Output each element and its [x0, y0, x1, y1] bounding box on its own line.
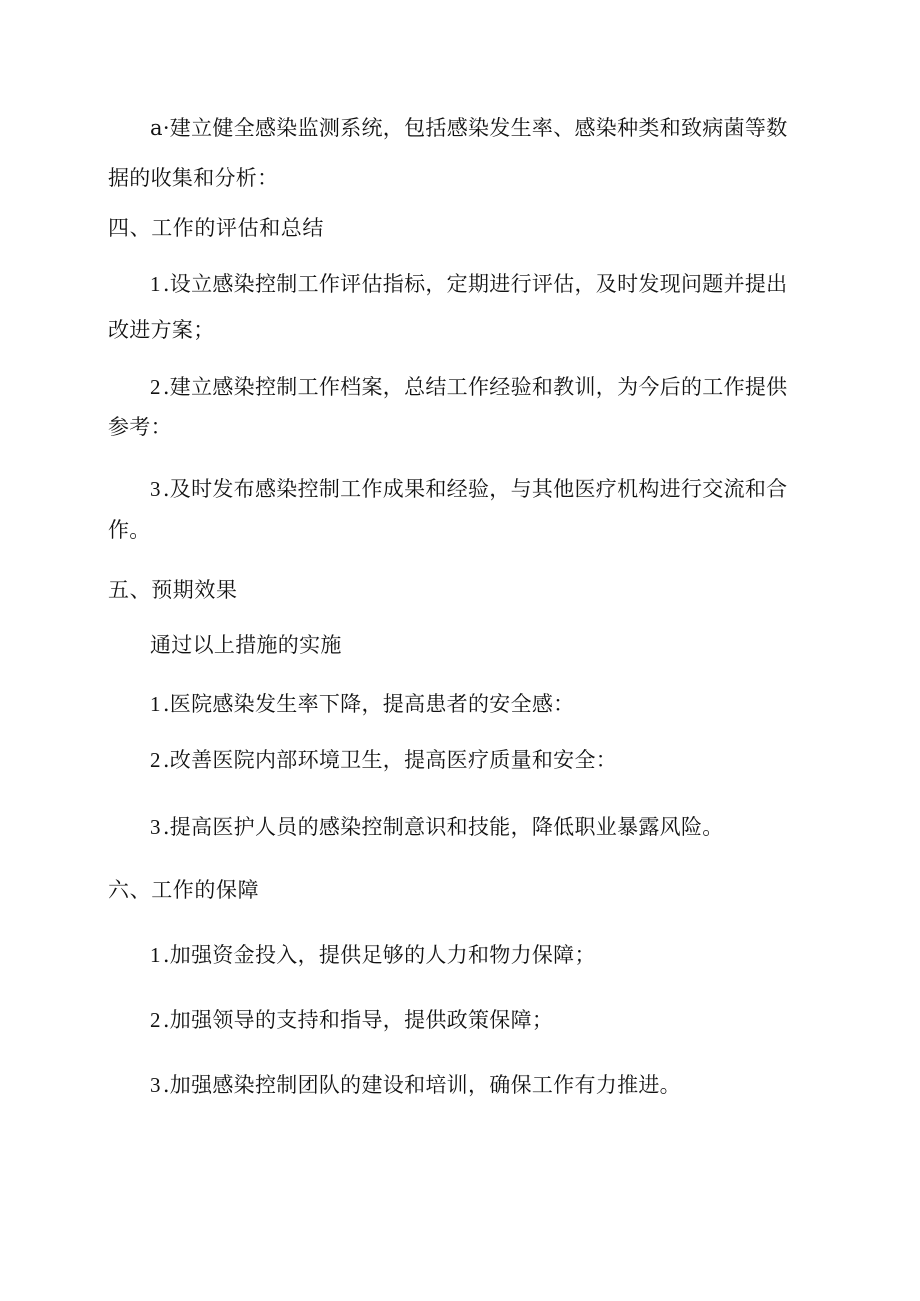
section-5-item-2: [150, 746, 617, 774]
section-4-item-1-line-2: 改进方案；: [108, 318, 215, 342]
item-text: .提高医护人员的感染控制意识和技能，降低职业暴露风险。: [162, 815, 724, 839]
section-6-item-2: [150, 1006, 553, 1034]
item-number: 1: [150, 272, 161, 296]
item-text: .及时发布感染控制工作成果和经验，与其他医疗机构进行交流和合: [162, 477, 788, 501]
item-number: 2: [150, 375, 161, 399]
item-text: .设立感染控制工作评估指标，定期进行评估，及时发现问题并提出: [162, 272, 788, 296]
item-number: 3: [150, 477, 161, 501]
item-text: .建立感染控制工作档案，总结工作经验和教训，为今后的工作提供: [162, 375, 788, 399]
section-6-heading: 六、工作的保障: [108, 878, 260, 902]
section-4-item-2-line-1: [150, 373, 788, 401]
section-4-item-3-line-1: [150, 475, 788, 503]
item-number: 1: [150, 943, 161, 967]
item-number: 1: [150, 692, 161, 716]
item-text: .加强资金投入，提供足够的人力和物力保障；: [162, 943, 596, 967]
section-6-item-3: [150, 1071, 681, 1099]
item-number: 3: [150, 815, 161, 839]
section-6-item-1: [150, 941, 596, 969]
section-5-item-1: [150, 690, 575, 718]
section-4-item-2-line-2: 参考：: [108, 415, 172, 439]
item-text: .加强领导的支持和指导，提供政策保障；: [162, 1008, 554, 1032]
intro-line-1: a·建立健全感染监测系统，包括感染发生率、感染种类和致病菌等数: [150, 116, 788, 140]
item-text: .改善医院内部环境卫生，提高医疗质量和安全：: [162, 748, 618, 772]
item-text: .医院感染发生率下降，提高患者的安全感：: [162, 692, 575, 716]
section-4-item-1-line-1: [150, 270, 788, 298]
section-5-heading: 五、预期效果: [108, 578, 238, 602]
item-number: 2: [150, 1008, 161, 1032]
item-number: 2: [150, 748, 161, 772]
item-text: .加强感染控制团队的建设和培训，确保工作有力推进。: [162, 1073, 681, 1097]
item-number: 3: [150, 1073, 161, 1097]
section-5-item-3: [150, 813, 724, 841]
section-5-intro: 通过以上措施的实施: [150, 633, 342, 657]
section-4-item-3-line-2: 作。: [108, 518, 151, 542]
intro-line-2: 据的收集和分析：: [108, 166, 279, 190]
section-4-heading: 四、工作的评估和总结: [108, 216, 324, 240]
